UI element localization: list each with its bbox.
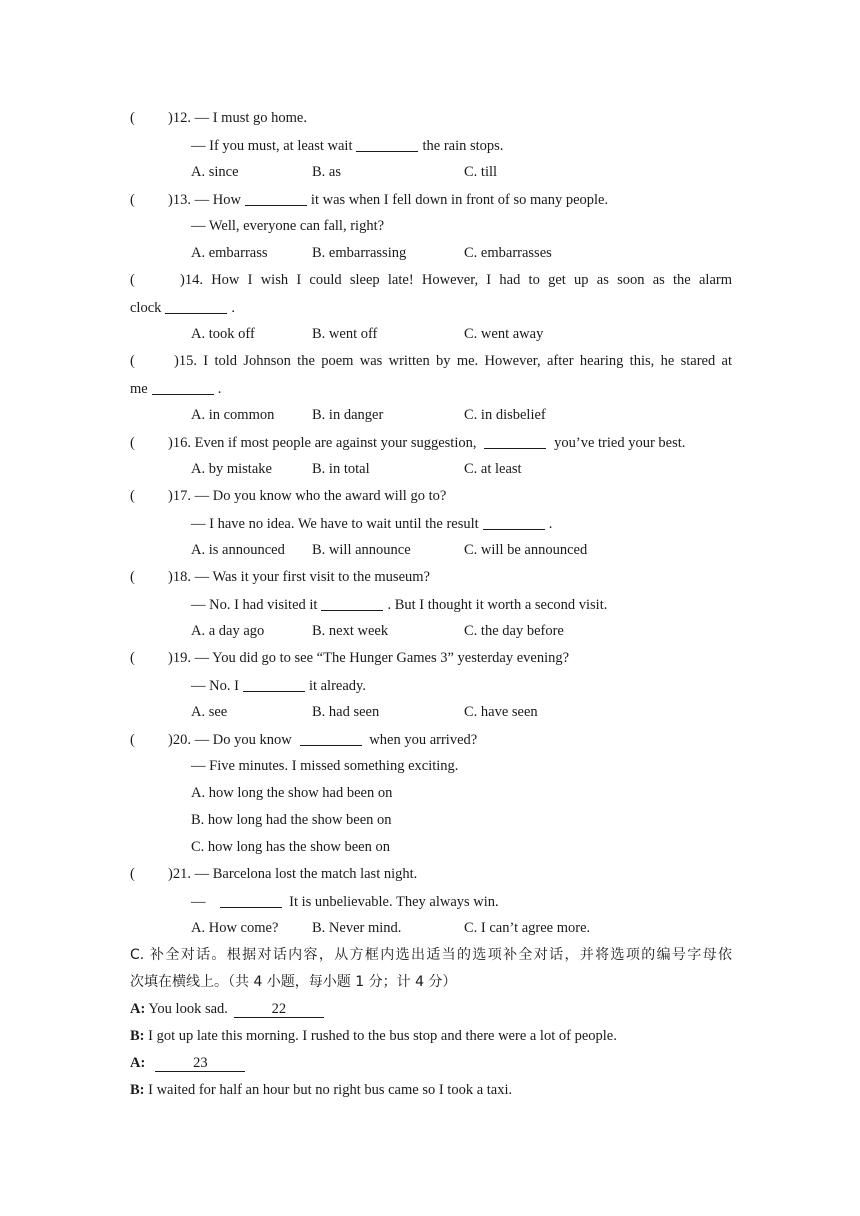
option-c: C. in disbelief [464, 407, 546, 423]
answer-blank [220, 893, 282, 908]
answer-blank-23: 23 [155, 1055, 245, 1072]
answer-blank [484, 434, 546, 449]
option-a: A. embarrass [191, 245, 268, 261]
answer-bracket[interactable]: ( [130, 488, 135, 504]
question-12: ( )12. — I must go home. [130, 110, 307, 126]
answer-blank [245, 191, 307, 206]
answer-blank [152, 380, 214, 395]
question-15: ( )15. I told Johnson the poem was written by me. However, after hearing this, he stared at [130, 353, 732, 369]
option-c: C. embarrasses [464, 245, 552, 261]
option-c: C. will be announced [464, 542, 588, 558]
option-c: C. how long has the show been on [191, 839, 390, 855]
option-b: B. embarrassing [312, 245, 407, 261]
dialog-line-1: A: You look sad. 22 [130, 999, 324, 1019]
question-21: ( )21. — Barcelona lost the match last night. [130, 866, 418, 882]
question-15-cont: me . [130, 381, 222, 397]
option-b: B. next week [312, 623, 389, 639]
option-b: B. will announce [312, 542, 411, 558]
option-a: A. is announced [191, 542, 285, 558]
question-21-line: — It is unbelievable. They always win. [191, 894, 499, 910]
option-c: C. I can’t agree more. [464, 920, 591, 936]
answer-blank-22: 22 [234, 1001, 324, 1018]
answer-bracket[interactable]: ( [130, 192, 135, 208]
question-17-line: — I have no idea. We have to wait until the result . [191, 516, 553, 532]
answer-bracket[interactable]: ( [130, 110, 135, 126]
option-b: B. how long had the show been on [191, 812, 392, 828]
dialog-line-2: B: I got up late this morning. I rushed to the bus stop and there were a lot of people. [130, 1028, 617, 1044]
option-b: B. as [312, 164, 341, 180]
answer-blank [165, 299, 227, 314]
option-a: A. How come? [191, 920, 279, 936]
option-a: A. how long the show had been on [191, 785, 393, 801]
option-c: C. went away [464, 326, 544, 342]
option-a: A. by mistake [191, 461, 272, 477]
question-18-line: — No. I had visited it . But I thought it worth a second visit. [191, 597, 608, 613]
option-c: C. till [464, 164, 498, 180]
option-a: A. see [191, 704, 228, 720]
answer-bracket[interactable]: ( [130, 650, 135, 666]
option-a: A. a day ago [191, 623, 265, 639]
question-16: ( )16. Even if most people are against your suggestion, you’ve tried your best. [130, 435, 686, 451]
option-b: B. in danger [312, 407, 384, 423]
option-b: B. Never mind. [312, 920, 402, 936]
question-20-line: — Five minutes. I missed something exciting. [191, 758, 459, 774]
dialog-line-3: A: 23 [130, 1053, 245, 1073]
question-19-line: — No. I it already. [191, 678, 366, 694]
answer-bracket[interactable]: ( [130, 353, 135, 369]
option-c: C. at least [464, 461, 522, 477]
answer-blank [300, 731, 362, 746]
question-18: ( )18. — Was it your first visit to the museum? [130, 569, 430, 585]
option-c: C. have seen [464, 704, 538, 720]
option-a: A. since [191, 164, 239, 180]
answer-blank [356, 137, 418, 152]
answer-bracket[interactable]: ( [130, 435, 135, 451]
answer-bracket[interactable]: ( [130, 866, 135, 882]
option-b: B. in total [312, 461, 370, 477]
option-b: B. had seen [312, 704, 380, 720]
answer-blank [243, 677, 305, 692]
section-c-heading-cont: 次填在横线上。（共 4 小题，每小题 1 分；计 4 分） [130, 974, 457, 990]
question-17: ( )17. — Do you know who the award will go to? [130, 488, 447, 504]
dialog-line-4: B: I waited for half an hour but no right bus came so I took a taxi. [130, 1082, 513, 1098]
question-13: ( )13. — How it was when I fell down in front of so many people. [130, 192, 609, 208]
question-12-line: — If you must, at least wait the rain stops. [191, 138, 504, 154]
question-14: ( )14. How I wish I could sleep late! However, I had to get up as soon as the alarm [130, 272, 732, 288]
option-b: B. went off [312, 326, 378, 342]
option-a: A. in common [191, 407, 275, 423]
option-c: C. the day before [464, 623, 564, 639]
option-a: A. took off [191, 326, 255, 342]
answer-bracket[interactable]: ( [130, 569, 135, 585]
answer-blank [483, 515, 545, 530]
answer-bracket[interactable]: ( [130, 272, 135, 288]
question-20: ( )20. — Do you know when you arrived? [130, 732, 478, 748]
question-13-line: — Well, everyone can fall, right? [191, 218, 385, 234]
answer-bracket[interactable]: ( [130, 732, 135, 748]
question-14-cont: clock . [130, 300, 236, 316]
answer-blank [321, 596, 383, 611]
question-19: ( )19. — You did go to see “The Hunger Games 3” yesterday evening? [130, 650, 570, 666]
section-c-heading: C. 补全对话。根据对话内容，从方框内选出适当的选项补全对话，并将选项的编号字母依 [130, 947, 732, 963]
